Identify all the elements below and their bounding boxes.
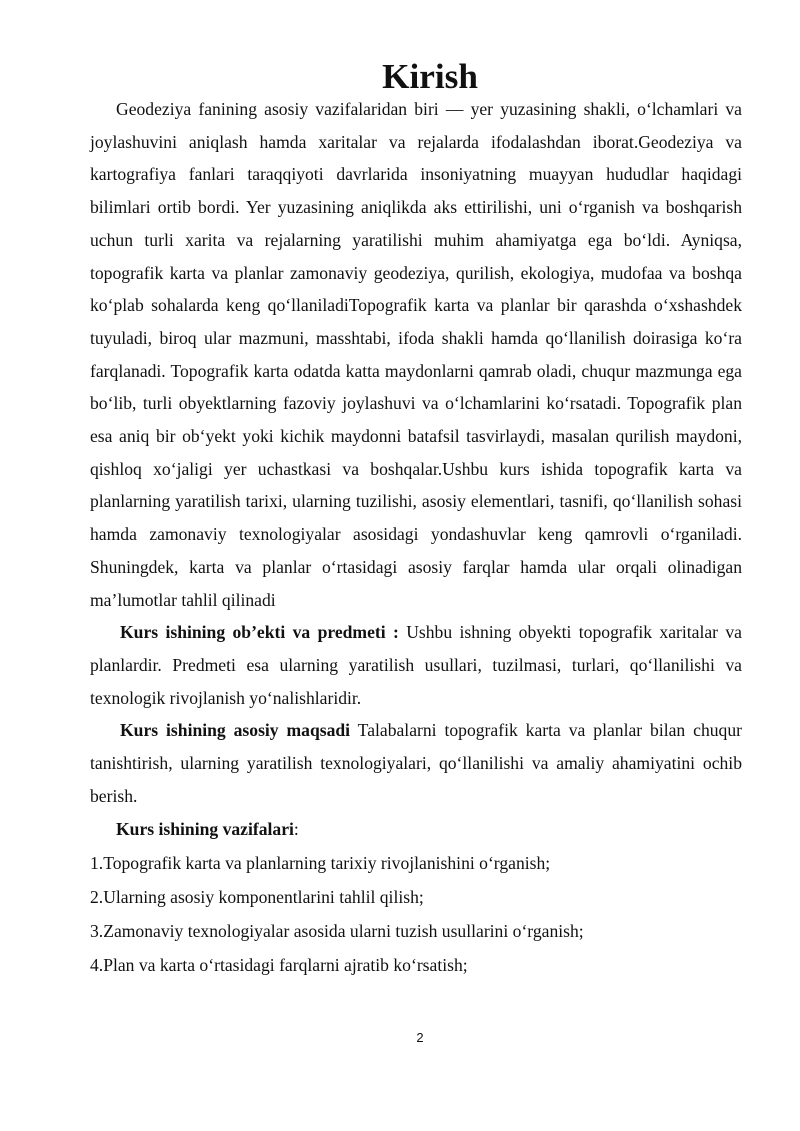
object-text: Ushbu ishning obyekti topografik xaritalar va planlardir. Predmeti esa ularning yaratilish usullari, tuzilmasi, turlari, qo‘llanilishi va texnologik rivojlanish yo‘nalishlaridir. (90, 622, 742, 708)
task-item-3: 3.Zamonaviy texnologiyalar asosida ularni tuzish usullarini o‘rganish; (90, 921, 584, 942)
page-number: 2 (416, 1030, 424, 1045)
goal-heading: Kurs ishining asosiy maqsadi (120, 720, 351, 741)
task-item-1: 1.Topografik karta va planlarning tarixiy rivojlanishini o‘rganish; (90, 853, 551, 874)
task-item-2: 2.Ularning asosiy komponentlarini tahlil qilish; (90, 887, 424, 908)
tasks-list (90, 846, 742, 982)
intro-paragraph: Geodeziya fanining asosiy vazifalaridan biri — yer yuzasining shakli, o‘lchamlari va joylashuvini aniqlash hamda xaritalar va rejalarda ifodalashdan iborat.Geodeziya va kartografiya fanlari taraqqiyoti davrlarida insoniyatning muayyan hududlar haqidagi bilimlari ortib bordi. Yer yuzasining aniqlikda aks ettirilishi, uni o‘rganish va boshqarish uchun turli xarita va rejalarning yaratilishi muhim ahamiyatga ega bo‘ldi. Ayniqsa, topografik karta va planlar zamonaviy geodeziya, qurilish, ekologiya, mudofaa va boshqa ko‘plab sohalarda keng qo‘llaniladiTopografik karta va planlar bir qarashda o‘xshashdek tuyuladi, biroq ular mazmuni, masshtabi, ifoda shakli hamda qo‘llanilish doirasiga ko‘ra farqlanadi. Topografik karta odatda katta maydonlarni qamrab oladi, chuqur mazmunga ega bo‘lib, turli obyektlarning fazoviy joylashuvi va o‘lchamlarini ko‘rsatadi. Topografik plan esa aniq bir ob‘yekt yoki kichik maydonni batafsil tasvirlaydi, masalan qurilish maydoni, qishloq xo‘jaligi yer uchastkasi va boshqalar.Ushbu kurs ishida topografik karta va planlarning yaratilish tarixi, ularning tuzilishi, asosiy elementlari, tasnifi, qo‘llanilish sohasi hamda zamonaviy texnologiyalar asosidagi yondashuvlar keng qamrovli o‘rganiladi. Shuningdek, karta va planlar o‘rtasidagi asosiy farqlar hamda ular orqali olinadigan ma’lumotlar tahlil qilinadi (90, 99, 742, 610)
tasks-colon: : (293, 819, 299, 840)
tasks-heading-paragraph (90, 812, 742, 846)
goal-text: Talabalarni topografik karta va planlar bilan chuqur tanishtirish, ularning yaratilish texnologiyalari, qo‘llanilishi va amaliy ahamiyatini ochib berish. (90, 720, 742, 806)
document-title: Kirish (382, 57, 478, 96)
tasks-heading: Kurs ishining vazifalari (116, 819, 294, 840)
task-item-4: 4.Plan va karta o‘rtasidagi farqlarni ajratib ko‘rsatish; (90, 955, 468, 976)
goal-paragraph (90, 714, 742, 812)
document-page (90, 57, 742, 982)
object-heading: Kurs ishining ob’ekti va predmeti : (120, 622, 399, 643)
object-paragraph (90, 616, 742, 714)
